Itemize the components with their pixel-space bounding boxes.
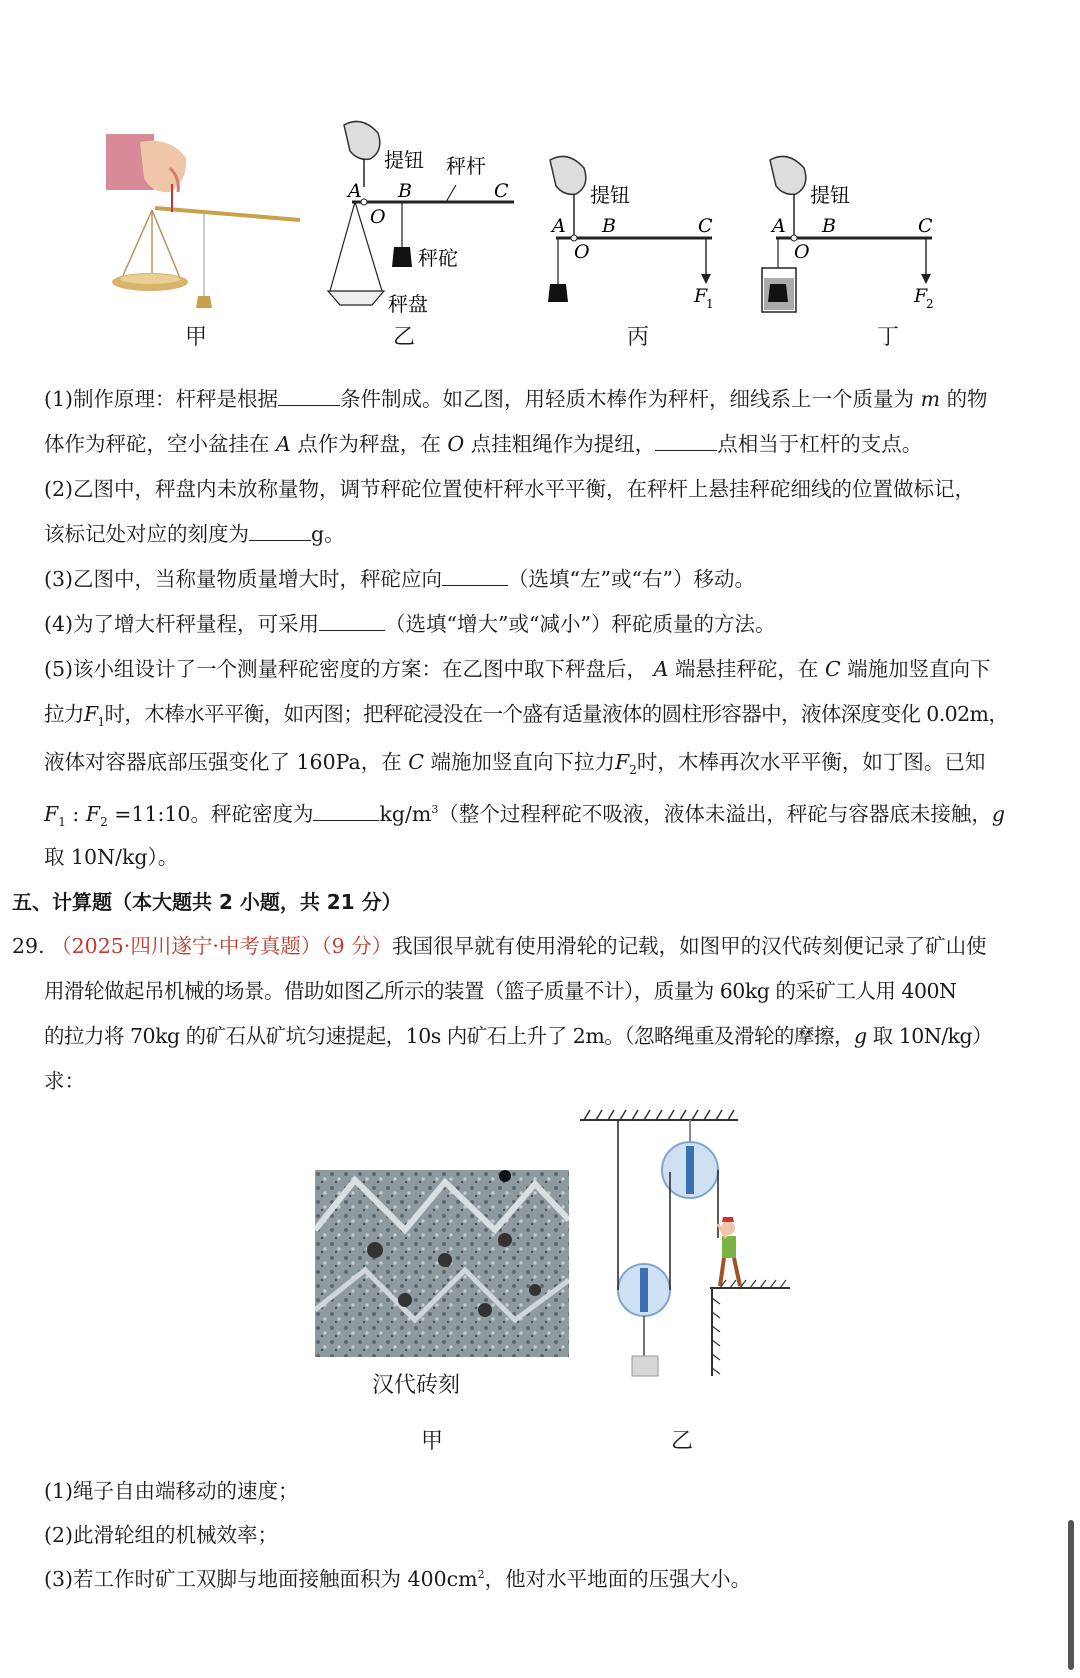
figure-label-jia-bottom: 甲 — [420, 1429, 443, 1454]
label-tiniu: 提钮 — [384, 148, 424, 172]
section-heading: 五、计算题（本大题共 2 小题，共 21 分） — [12, 890, 402, 914]
scrollbar[interactable] — [1068, 1520, 1074, 1670]
svg-text:O: O — [370, 206, 386, 228]
q28-part5-line2: 拉力$F_1$时，木棒水平平衡，如丙图；把秤砣浸没在一个盛有适量液体的圆柱形容器中，液体深度变化 0.02m， — [44, 702, 1009, 730]
q28-part5-line5: 取 10N/kg）。 — [44, 845, 179, 869]
figure-label-yi-bottom: 乙 — [670, 1429, 693, 1454]
q29-sub2: (2)此滑轮组的机械效率； — [44, 1523, 279, 1547]
q29-line1: 29. （2025·四川遂宁·中考真题）（9 分）我国很早就有使用滑轮的记载，如图甲的汉代砖刻便记录了矿山使 — [12, 934, 987, 958]
q29-line4: 求： — [44, 1069, 85, 1093]
figure-ding-diagram — [760, 150, 965, 320]
figure-label-yi: 乙 — [392, 325, 415, 350]
label-chengtuo: 秤砣 — [418, 246, 458, 270]
svg-text:提钮: 提钮 — [810, 183, 850, 207]
svg-text:A: A — [348, 180, 362, 202]
pulley-system-diagram — [570, 1108, 800, 1408]
q28-part1-line1: (1)制作原理：杆秤是根据 条件制成。如乙图，用轻质木棒作为秤杆，细线系上一个质量为 m 的物 — [44, 387, 988, 411]
svg-text:1: 1 — [706, 297, 714, 311]
q29-sub3: (3)若工作时矿工双脚与地面接触面积为 $400cm^2$，他对水平地面的压强大小。 — [44, 1567, 752, 1591]
q28-part4: (4)为了增大杆秤量程，可采用 （选填“增大”或“减小”）秤砣质量的方法。 — [44, 612, 776, 636]
svg-text:A: A — [772, 215, 786, 237]
q29-source: （2025·四川遂宁·中考真题）（9 分） — [51, 934, 393, 958]
q28-part2-line1: (2)乙图中，秤盘内未放称量物，调节秤砣位置使杆秤水平平衡，在秤杆上悬挂秤砣细线的位置做标记， — [44, 477, 976, 501]
q29-line3: 的拉力将 70kg 的矿石从矿坑匀速提起，10s 内矿石上升了 2m。（忽略绳重及滑轮的摩擦，g 取 10N/kg） — [44, 1024, 993, 1048]
figure-label-jia: 甲 — [184, 325, 207, 350]
han-brick-carving-image — [315, 1170, 569, 1357]
svg-text:提钮: 提钮 — [590, 183, 630, 207]
svg-text:B: B — [398, 180, 412, 202]
svg-text:O: O — [574, 241, 590, 263]
figure-jia-photo — [100, 128, 310, 308]
svg-text:C: C — [494, 180, 509, 202]
svg-text:C: C — [698, 215, 713, 237]
figure-bing-diagram — [540, 150, 745, 320]
svg-text:A: A — [552, 215, 566, 237]
figure-yi-diagram — [322, 115, 522, 320]
svg-text:B: B — [602, 215, 616, 237]
label-chenggan: 秤杆 — [446, 154, 486, 178]
svg-text:F: F — [694, 285, 708, 307]
q28-part1-line2: 体作为秤砣，空小盆挂在 A 点作为秤盘，在 O 点挂粗绳作为提纽， 点相当于杠杆的支点。 — [44, 432, 923, 456]
figure-label-ding: 丁 — [876, 325, 899, 350]
svg-text:2: 2 — [926, 297, 934, 311]
figure-caption-han: 汉代砖刻 — [372, 1373, 461, 1398]
q29-sub1: (1)绳子自由端移动的速度； — [44, 1479, 299, 1503]
svg-text:C: C — [918, 215, 933, 237]
label-chengpan: 秤盘 — [388, 292, 428, 316]
figure-label-bing: 丙 — [626, 325, 649, 350]
q28-part2-line2: 该标记处对应的刻度为 g。 — [44, 522, 345, 546]
q28-part5-line1: (5)该小组设计了一个测量秤砣密度的方案：在乙图中取下秤盘后， A 端悬挂秤砣，在 C 端施加竖直向下 — [44, 657, 991, 681]
q29-line2: 用滑轮做起吊机械的场景。借助如图乙所示的装置（篮子质量不计），质量为 60kg 的采矿工人用 400N — [44, 979, 957, 1003]
q28-part5-line4: $F_1$ : $F_2$ =11:10。秤砣密度为 $kg/m^3$（整个过程秤砣不吸液，液体未溢出，秤砣与容器底未接触，g — [44, 801, 1005, 829]
q28-part5-line3: 液体对容器底部压强变化了 160Pa，在 C 端施加竖直向下拉力$F_2$时，木棒再次水平平衡，如丁图。已知 — [44, 750, 986, 778]
svg-text:B: B — [822, 215, 836, 237]
svg-text:O: O — [794, 241, 810, 263]
svg-text:F: F — [914, 285, 928, 307]
q28-part3: (3)乙图中，当称量物质量增大时，秤砣应向 （选填“左”或“右”）移动。 — [44, 567, 755, 591]
